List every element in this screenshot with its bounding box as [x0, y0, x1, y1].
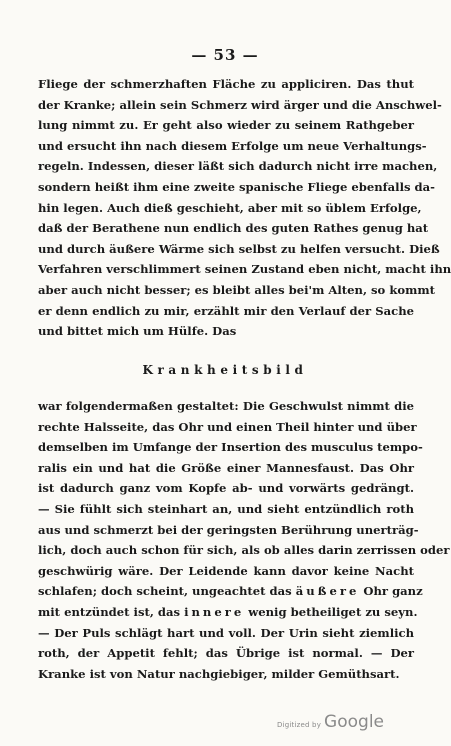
text-segment: mit entzündet ist, das [38, 604, 181, 619]
text-line: regeln. Indessen, dieser läßt sich dadurch nicht irre machen, [38, 159, 438, 174]
text-line: — Sie fühlt sich steinhart an, und sieht entzündlich roth [38, 501, 414, 516]
text-line: Fliege der schmerzhaften Fläche zu appliciren. Das thut [38, 77, 414, 91]
watermark-prefix: Digitized by [276, 721, 322, 729]
text-line: roth, der Appetit fehlt; das Übrige ist normal. — Der [38, 646, 414, 661]
text-line: — Der Puls schlägt hart und voll. Der Urin sieht ziemlich [38, 625, 414, 640]
text-line: aus und schmerzt bei der geringsten Berührung unerträg- [38, 522, 419, 537]
text-line: und bittet mich um Hülfe. Das [38, 324, 237, 339]
digitization-watermark [277, 712, 384, 732]
emphasized-word: äußere [295, 584, 360, 599]
text-line [38, 581, 423, 602]
text-line: er denn endlich zu mir, erzählt mir den Verlauf der Sache [38, 303, 414, 318]
text-line: Verfahren verschlimmert seinen Zustand eben nicht, macht ihn [38, 262, 451, 277]
text-segment: schlafen; doch scheint, ungeachtet das [38, 584, 292, 599]
text-line: ralis ein und hat die Größe einer Mannesfaust. Das Ohr [38, 460, 414, 475]
text-line: daß der Berathene nun endlich des guten Rathes genug hat [38, 221, 429, 236]
text-line: aber auch nicht besser; es bleibt alles bei'm Alten, so kommt [38, 282, 435, 297]
text-line: und ersucht ihn nach diesem Erfolge um neue Verhaltungs- [38, 138, 427, 153]
text-line: geschwürig wäre. Der Leidende kann davor keine Nacht [38, 563, 414, 578]
text-line: der Kranke; allein sein Schmerz wird ärger und die Anschwel- [38, 97, 442, 112]
text-line [38, 602, 418, 623]
paragraph-1 [38, 74, 451, 342]
text-line: rechte Halsseite, das Ohr und einen Theil hinter und über [38, 419, 417, 434]
paragraph-2 [38, 396, 450, 684]
text-line: ist dadurch ganz vom Kopfe ab- und vorwärts gedrängt. [38, 481, 414, 496]
section-heading: Krankheitsbild [142, 363, 308, 377]
text-line: und durch äußere Wärme sich selbst zu helfen versucht. Dieß [38, 241, 440, 256]
text-line: Kranke ist von Natur nachgiebiger, milder Gemüthsart. [38, 666, 400, 681]
watermark-brand: Google [324, 712, 384, 732]
text-line: war folgendermaßen gestaltet: Die Geschwulst nimmt die [38, 399, 414, 413]
text-segment: wenig betheiliget zu seyn. [248, 604, 418, 619]
text-line: lich, doch auch schon für sich, als ob alles darin zerrissen oder [38, 543, 450, 558]
text-line: demselben im Umfange der Insertion des musculus tempo- [38, 440, 423, 455]
text-segment: Ohr ganz [363, 584, 423, 599]
text-line: lung nimmt zu. Er geht also wieder zu seinem Rathgeber [38, 118, 414, 133]
page-number: — 53 — [191, 46, 259, 64]
text-line: sondern heißt ihm eine zweite spanische Fliege ebenfalls da- [38, 179, 435, 194]
text-line: hin legen. Auch dieß geschieht, aber mit so üblem Erfolge, [38, 200, 422, 215]
emphasized-word: innere [184, 604, 245, 619]
